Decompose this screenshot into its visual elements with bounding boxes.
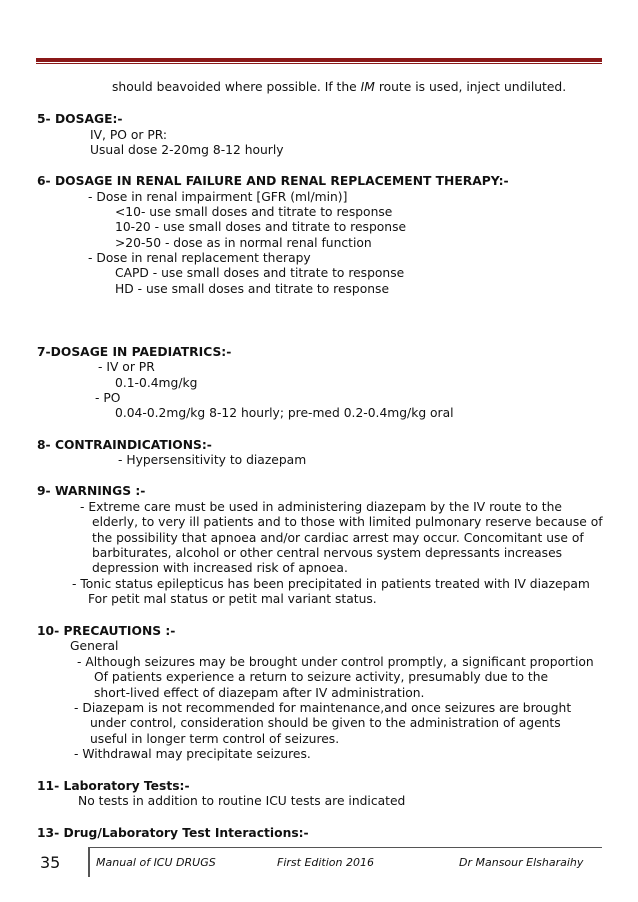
section-lab-tests-title: 11- Laboratory Tests:- bbox=[37, 779, 190, 793]
footer-edition: First Edition 2016 bbox=[277, 856, 374, 869]
precautions-line: - Diazepam is not recommended for maintenance,and once seizures are brought bbox=[74, 701, 572, 715]
footer-rule bbox=[90, 847, 602, 848]
paediatrics-line: - PO bbox=[95, 391, 121, 405]
footer-divider bbox=[88, 847, 90, 877]
warnings-line: depression with increased risk of apnoea. bbox=[92, 561, 348, 575]
renal-line: CAPD - use small doses and titrate to response bbox=[115, 266, 405, 280]
warnings-line: - Tonic status epilepticus has been precipitated in patients treated with IV diazepam bbox=[72, 577, 590, 591]
lab-tests-line: No tests in addition to routine ICU tests are indicated bbox=[78, 794, 406, 808]
header-rule bbox=[36, 58, 602, 62]
precautions-line: short-lived effect of diazepam after IV administration. bbox=[94, 686, 425, 700]
footer-manual: Manual of ICU DRUGS bbox=[96, 856, 216, 869]
renal-line: - Dose in renal replacement therapy bbox=[88, 251, 311, 265]
renal-line: >20-50 - dose as in normal renal function bbox=[115, 236, 372, 250]
dosage-line: Usual dose 2-20mg 8-12 hourly bbox=[90, 143, 284, 157]
renal-line: <10- use small doses and titrate to response bbox=[115, 205, 393, 219]
intro-line: should beavoided where possible. If the IM route is used, inject undiluted. bbox=[112, 80, 567, 94]
precautions-line: General bbox=[70, 639, 119, 653]
renal-line: - Dose in renal impairment [GFR (ml/min)] bbox=[88, 190, 348, 204]
warnings-line: - Extreme care must be used in administering diazepam by the IV route to the bbox=[80, 500, 562, 514]
page-number: 35 bbox=[40, 853, 61, 872]
paediatrics-line: 0.04-0.2mg/kg 8-12 hourly; pre-med 0.2-0.4mg/kg oral bbox=[115, 406, 454, 420]
paediatrics-line: - IV or PR bbox=[98, 360, 155, 374]
precautions-line: - Withdrawal may precipitate seizures. bbox=[74, 747, 311, 761]
warnings-line: the possibility that apnoea and/or cardiac arrest may occur. Concomitant use of bbox=[92, 531, 584, 545]
section-renal-title: 6- DOSAGE IN RENAL FAILURE AND RENAL REPLACEMENT THERAPY:- bbox=[37, 174, 509, 188]
section-warnings-title: 9- WARNINGS :- bbox=[37, 484, 146, 498]
precautions-line: Of patients experience a return to seizure activity, presumably due to the bbox=[94, 670, 549, 684]
paediatrics-line: 0.1-0.4mg/kg bbox=[115, 376, 198, 390]
precautions-line: under control, consideration should be given to the administration of agents bbox=[90, 716, 561, 730]
warnings-line: elderly, to very ill patients and to those with limited pulmonary reserve because of bbox=[92, 515, 603, 529]
section-dosage-title: 5- DOSAGE:- bbox=[37, 112, 123, 126]
section-contraindications-title: 8- CONTRAINDICATIONS:- bbox=[37, 438, 212, 452]
section-precautions-title: 10- PRECAUTIONS :- bbox=[37, 624, 176, 638]
section-interactions-title: 13- Drug/Laboratory Test Interactions:- bbox=[37, 826, 309, 840]
footer-author: Dr Mansour Elsharaihy bbox=[459, 856, 584, 869]
warnings-line: barbiturates, alcohol or other central nervous system depressants increases bbox=[92, 546, 563, 560]
contraindications-line: - Hypersensitivity to diazepam bbox=[118, 453, 307, 467]
section-paediatrics-title: 7-DOSAGE IN PAEDIATRICS:- bbox=[37, 345, 232, 359]
header-rule-thin bbox=[36, 63, 602, 64]
renal-line: 10-20 - use small doses and titrate to response bbox=[115, 220, 407, 234]
warnings-line: For petit mal status or petit mal variant status. bbox=[88, 592, 377, 606]
dosage-line: IV, PO or PR: bbox=[90, 128, 168, 142]
precautions-line: - Although seizures may be brought under control promptly, a significant proportion bbox=[77, 655, 594, 669]
precautions-line: useful in longer term control of seizures. bbox=[90, 732, 340, 746]
renal-line: HD - use small doses and titrate to response bbox=[115, 282, 390, 296]
